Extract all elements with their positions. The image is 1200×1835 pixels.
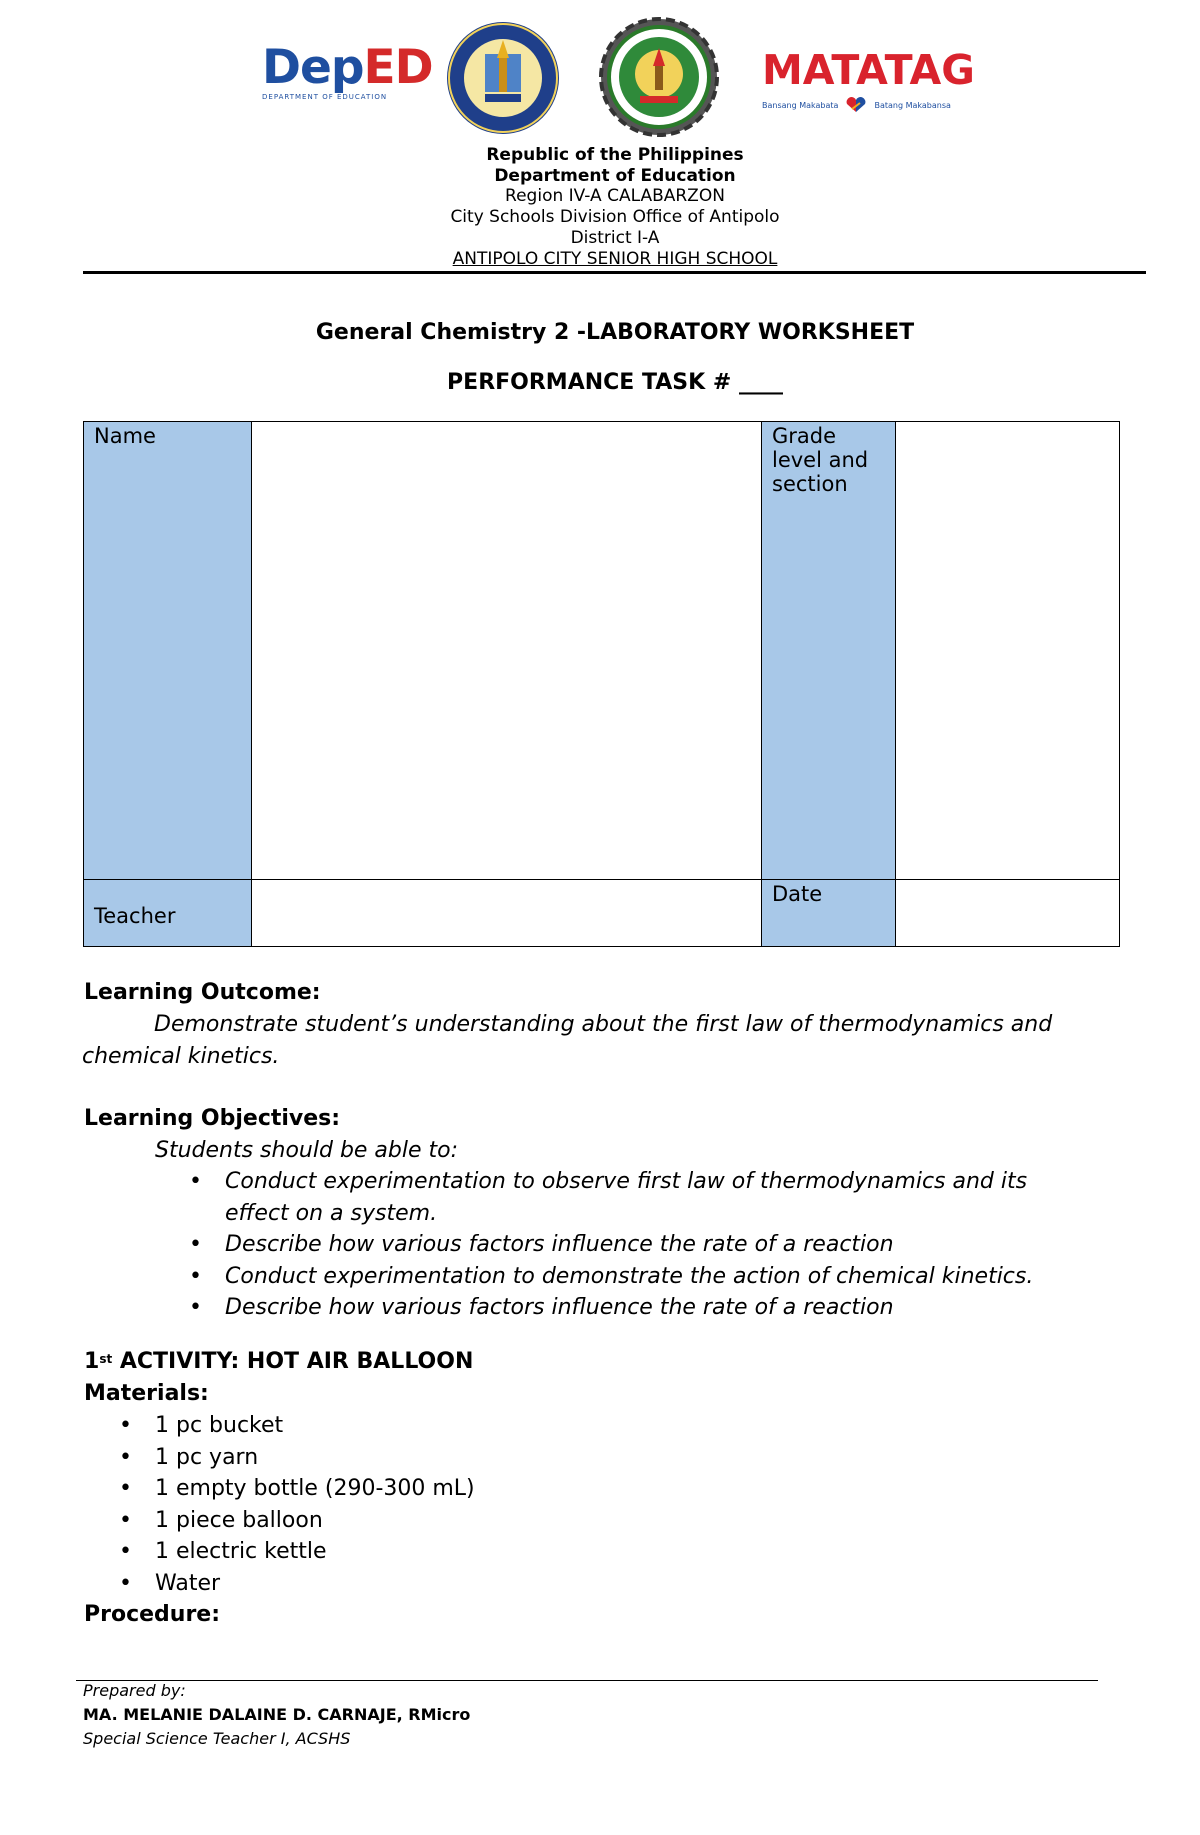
procedure-heading: Procedure:: [84, 1602, 221, 1627]
deped-logo-sub: DEPARTMENT OF EDUCATION: [262, 93, 388, 101]
deped-logo: [262, 40, 433, 120]
name-field[interactable]: [252, 422, 762, 880]
learning-objectives-intro: Students should be able to:: [155, 1138, 459, 1163]
prepared-by-label: Prepared by:: [83, 1681, 186, 1700]
activity-title: [84, 1346, 473, 1378]
material-item: • 1 piece balloon: [155, 1505, 475, 1537]
date-label: Date: [762, 880, 896, 947]
activity-number: 1: [84, 1349, 100, 1374]
material-item: • 1 pc yarn: [155, 1442, 475, 1474]
school-seal-logo: [598, 16, 720, 138]
student-info-table: [83, 421, 1120, 947]
matatag-logo-word: MATATAG: [762, 46, 975, 94]
objective-item: • Conduct experimentation to observe first law of thermodynamics and its: [225, 1166, 1033, 1198]
agency-region: Region IV-A CALABARZON: [505, 186, 725, 207]
material-item: • 1 electric kettle: [155, 1536, 475, 1568]
material-item: • 1 empty bottle (290-300 mL): [155, 1473, 475, 1505]
material-item: • 1 pc bucket: [155, 1410, 475, 1442]
footer: [83, 1679, 470, 1751]
date-field[interactable]: [896, 880, 1120, 947]
matatag-tag-right: Batang Makabansa: [874, 100, 951, 110]
agency-department: Department of Education: [494, 165, 736, 186]
matatag-tag-left: Bansang Makabata: [762, 100, 839, 110]
grade-section-label: Grade level and section: [762, 422, 896, 880]
author-name: MA. MELANIE DALAINE D. CARNAJE, RMicro: [83, 1705, 471, 1724]
agency-republic: Republic of the Philippines: [486, 145, 744, 165]
learning-objectives-heading: Learning Objectives:: [84, 1106, 341, 1131]
activity-title-text: ACTIVITY: HOT AIR BALLOON: [112, 1349, 474, 1374]
agency-division: City Schools Division Office of Antipolo: [450, 207, 780, 228]
division-seal-logo: [445, 20, 561, 136]
header-divider: [83, 271, 1146, 274]
author-position: Special Science Teacher I, ACSHS: [83, 1729, 351, 1748]
matatag-logo: [762, 46, 975, 116]
material-item: • Water: [155, 1568, 475, 1600]
deped-logo-ed: ED: [363, 40, 433, 95]
objective-item-continued: effect on a system.: [225, 1200, 438, 1226]
learning-objectives-list: [225, 1166, 1033, 1324]
agency-school: ANTIPOLO CITY SENIOR HIGH SCHOOL: [452, 248, 778, 269]
teacher-field[interactable]: [252, 880, 762, 947]
agency-district: District I-A: [570, 227, 660, 248]
materials-list: [155, 1410, 475, 1600]
worksheet-title: General Chemistry 2 -LABORATORY WORKSHEET: [315, 320, 915, 345]
learning-outcome-text-2: chemical kinetics.: [82, 1044, 280, 1069]
grade-section-field[interactable]: [896, 422, 1120, 880]
agency-header: [0, 145, 1200, 269]
objective-item: • Describe how various factors influence the rate of a reaction: [225, 1292, 1033, 1324]
objective-item: • Describe how various factors influence the rate of a reaction: [225, 1229, 1033, 1261]
heart-hands-icon: [844, 97, 868, 113]
objective-item: • Conduct experimentation to demonstrate the action of chemical kinetics.: [225, 1261, 1033, 1293]
name-label: Name: [84, 422, 252, 880]
learning-outcome-text-1: Demonstrate student’s understanding about the first law of thermodynamics and: [154, 1012, 1053, 1037]
materials-heading: Materials:: [84, 1381, 209, 1406]
teacher-label: Teacher: [84, 880, 252, 947]
deped-logo-dep: Dep: [262, 40, 364, 95]
activity-ordinal: st: [99, 1352, 113, 1366]
learning-outcome-heading: Learning Outcome:: [84, 980, 321, 1005]
performance-task-title: PERFORMANCE TASK # ____: [447, 370, 783, 395]
